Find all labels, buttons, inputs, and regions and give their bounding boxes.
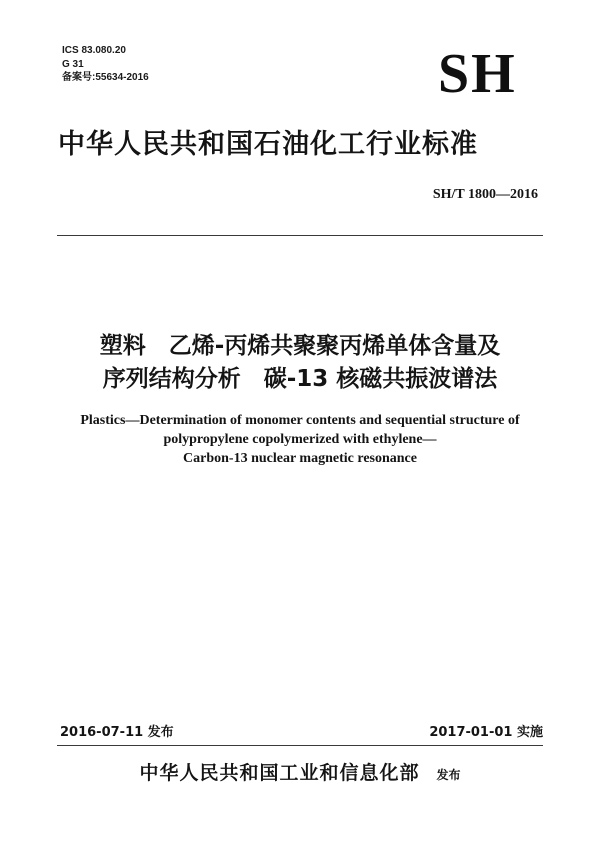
filing-number: 备案号:55634-2016 <box>62 72 149 83</box>
classification-block <box>62 44 149 85</box>
sh-logo: SH <box>438 43 517 105</box>
english-title-line-1: Plastics—Determination of monomer contents and sequential structure of <box>80 413 520 428</box>
chinese-title <box>0 330 600 396</box>
ics-code: ICS 83.080.20 <box>62 45 126 56</box>
issuer-name: 中华人民共和国工业和信息化部 <box>139 762 420 784</box>
effective-date: 2017-01-01 实施 <box>429 725 543 740</box>
issuer-action: 发布 <box>436 768 461 782</box>
publish-date: 2016-07-11 发布 <box>60 725 174 740</box>
chinese-title-line-1: 塑料 乙烯-丙烯共聚聚丙烯单体含量及 <box>99 333 501 359</box>
english-title-line-3: Carbon-13 nuclear magnetic resonance <box>183 451 417 466</box>
header-divider <box>57 235 543 236</box>
organization-title: 中华人民共和国石油化工行业标准 <box>58 129 478 160</box>
standard-number: SH/T 1800—2016 <box>432 187 538 202</box>
chinese-title-line-2: 序列结构分析 碳-13 核磁共振波谱法 <box>102 366 498 392</box>
category-code: G 31 <box>62 58 84 70</box>
issuer-line <box>0 760 600 788</box>
english-title-line-2: polypropylene copolymerized with ethylene— <box>163 432 437 447</box>
footer-divider <box>57 745 543 746</box>
english-title <box>0 411 600 468</box>
